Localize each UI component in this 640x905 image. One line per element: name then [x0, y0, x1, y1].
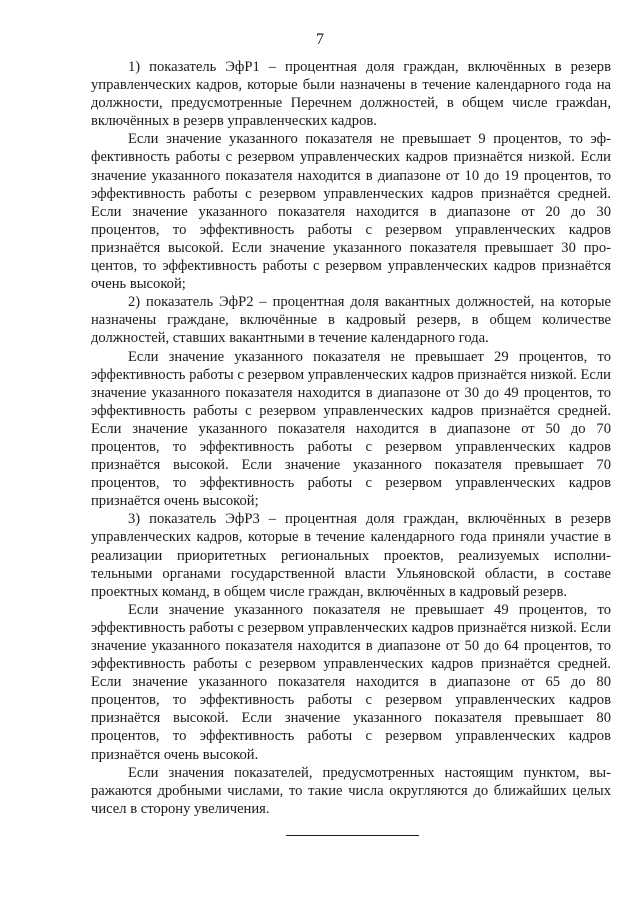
paragraph-efr2-thresholds: Если значение указанного показателя не превышает 29 процентов, то эффективность работы с резервом управленческих кадров признаётся низкой. Если значение указанного показателя находится в диапазоне от 30 до 49 процентов, то эффективность работы с резервом управленческих кадров признаётся средней. Если значение указанного показателя находится в диапазоне от 50 до 70 процентов, то эффективность работы с резервом управленческих кадров признаётся высокой. Если значение указанного показателя превышает 70 процентов, то эффективность работы с резервом управленческих кадров признаётся очень высокой; — [91, 348, 611, 510]
page-number: 7 — [316, 31, 324, 48]
paragraph-indicator-efr2: 2) показатель ЭфР2 – процентная доля вакантных должностей, на которые назначены граждане, включённые в кадровый резерв, в общем количестве должностей, ставших вакантными в течение календарного года. — [91, 294, 611, 347]
paragraph-efr1-thresholds: Если значение указанного показателя не превышает 9 процентов, то эффективность работы с резервом управленческих кадров признаётся низкой. Если значение указанного показателя находится в диапазоне от 10 до 19 процентов, то эффективность работы с резервом управленческих кадров признаётся средней. Если значение указанного показателя находится в диапазоне от 20 до 30 процентов, то эффективность работы с резервом управленческих кадров признаётся высокой. Если значение указанного показателя превышает 30 процентов, то эффективность работы с резервом управленческих кадров признаётся очень высокой; — [91, 131, 611, 293]
paragraph-rounding-rule: Если значения показателей, предусмотренных настоящим пунктом, выражаются дробными числами, то такие числа округляются до ближайших целых чисел в сторону увеличения. — [91, 764, 611, 817]
paragraph-indicator-efr3: 3) показатель ЭфР3 – процентная доля граждан, включённых в резерв управленческих кадров, которые в течение календарного года приняли участие в реализации приоритетных региональных проектов, реализуемых исполнительными органами государственной власти Ульяновской области, в составе проектных команд, в общем числе граждан, включённых в кадровый резерв. — [91, 511, 611, 600]
end-divider-line — [286, 835, 419, 836]
paragraph-efr3-thresholds: Если значение указанного показателя не превышает 49 процентов, то эффективность работы с резервом управленческих кадров признаётся низкой. Если значение указанного показателя находится в диапазоне от 50 до 64 процентов, то эффективность работы с резервом управленческих кадров признаётся средней. Если значение указанного показателя находится в диапазоне от 65 до 80 процентов, то эффективность работы с резервом управленческих кадров признаётся высокой. Если значение указанного показателя превышает 80 процентов, то эффективность работы с резервом управленческих кадров признаётся очень высокой. — [91, 601, 611, 763]
paragraph-indicator-efr1: 1) показатель ЭфР1 – процентная доля граждан, включённых в резерв управленческих кадров, которые были назначены в течение календарного года на должности, предусмотренные Перечнем должностей, в общем числе гражdан, включённых в резерв управленческих кадров. — [91, 59, 611, 130]
document-body — [91, 58, 611, 818]
